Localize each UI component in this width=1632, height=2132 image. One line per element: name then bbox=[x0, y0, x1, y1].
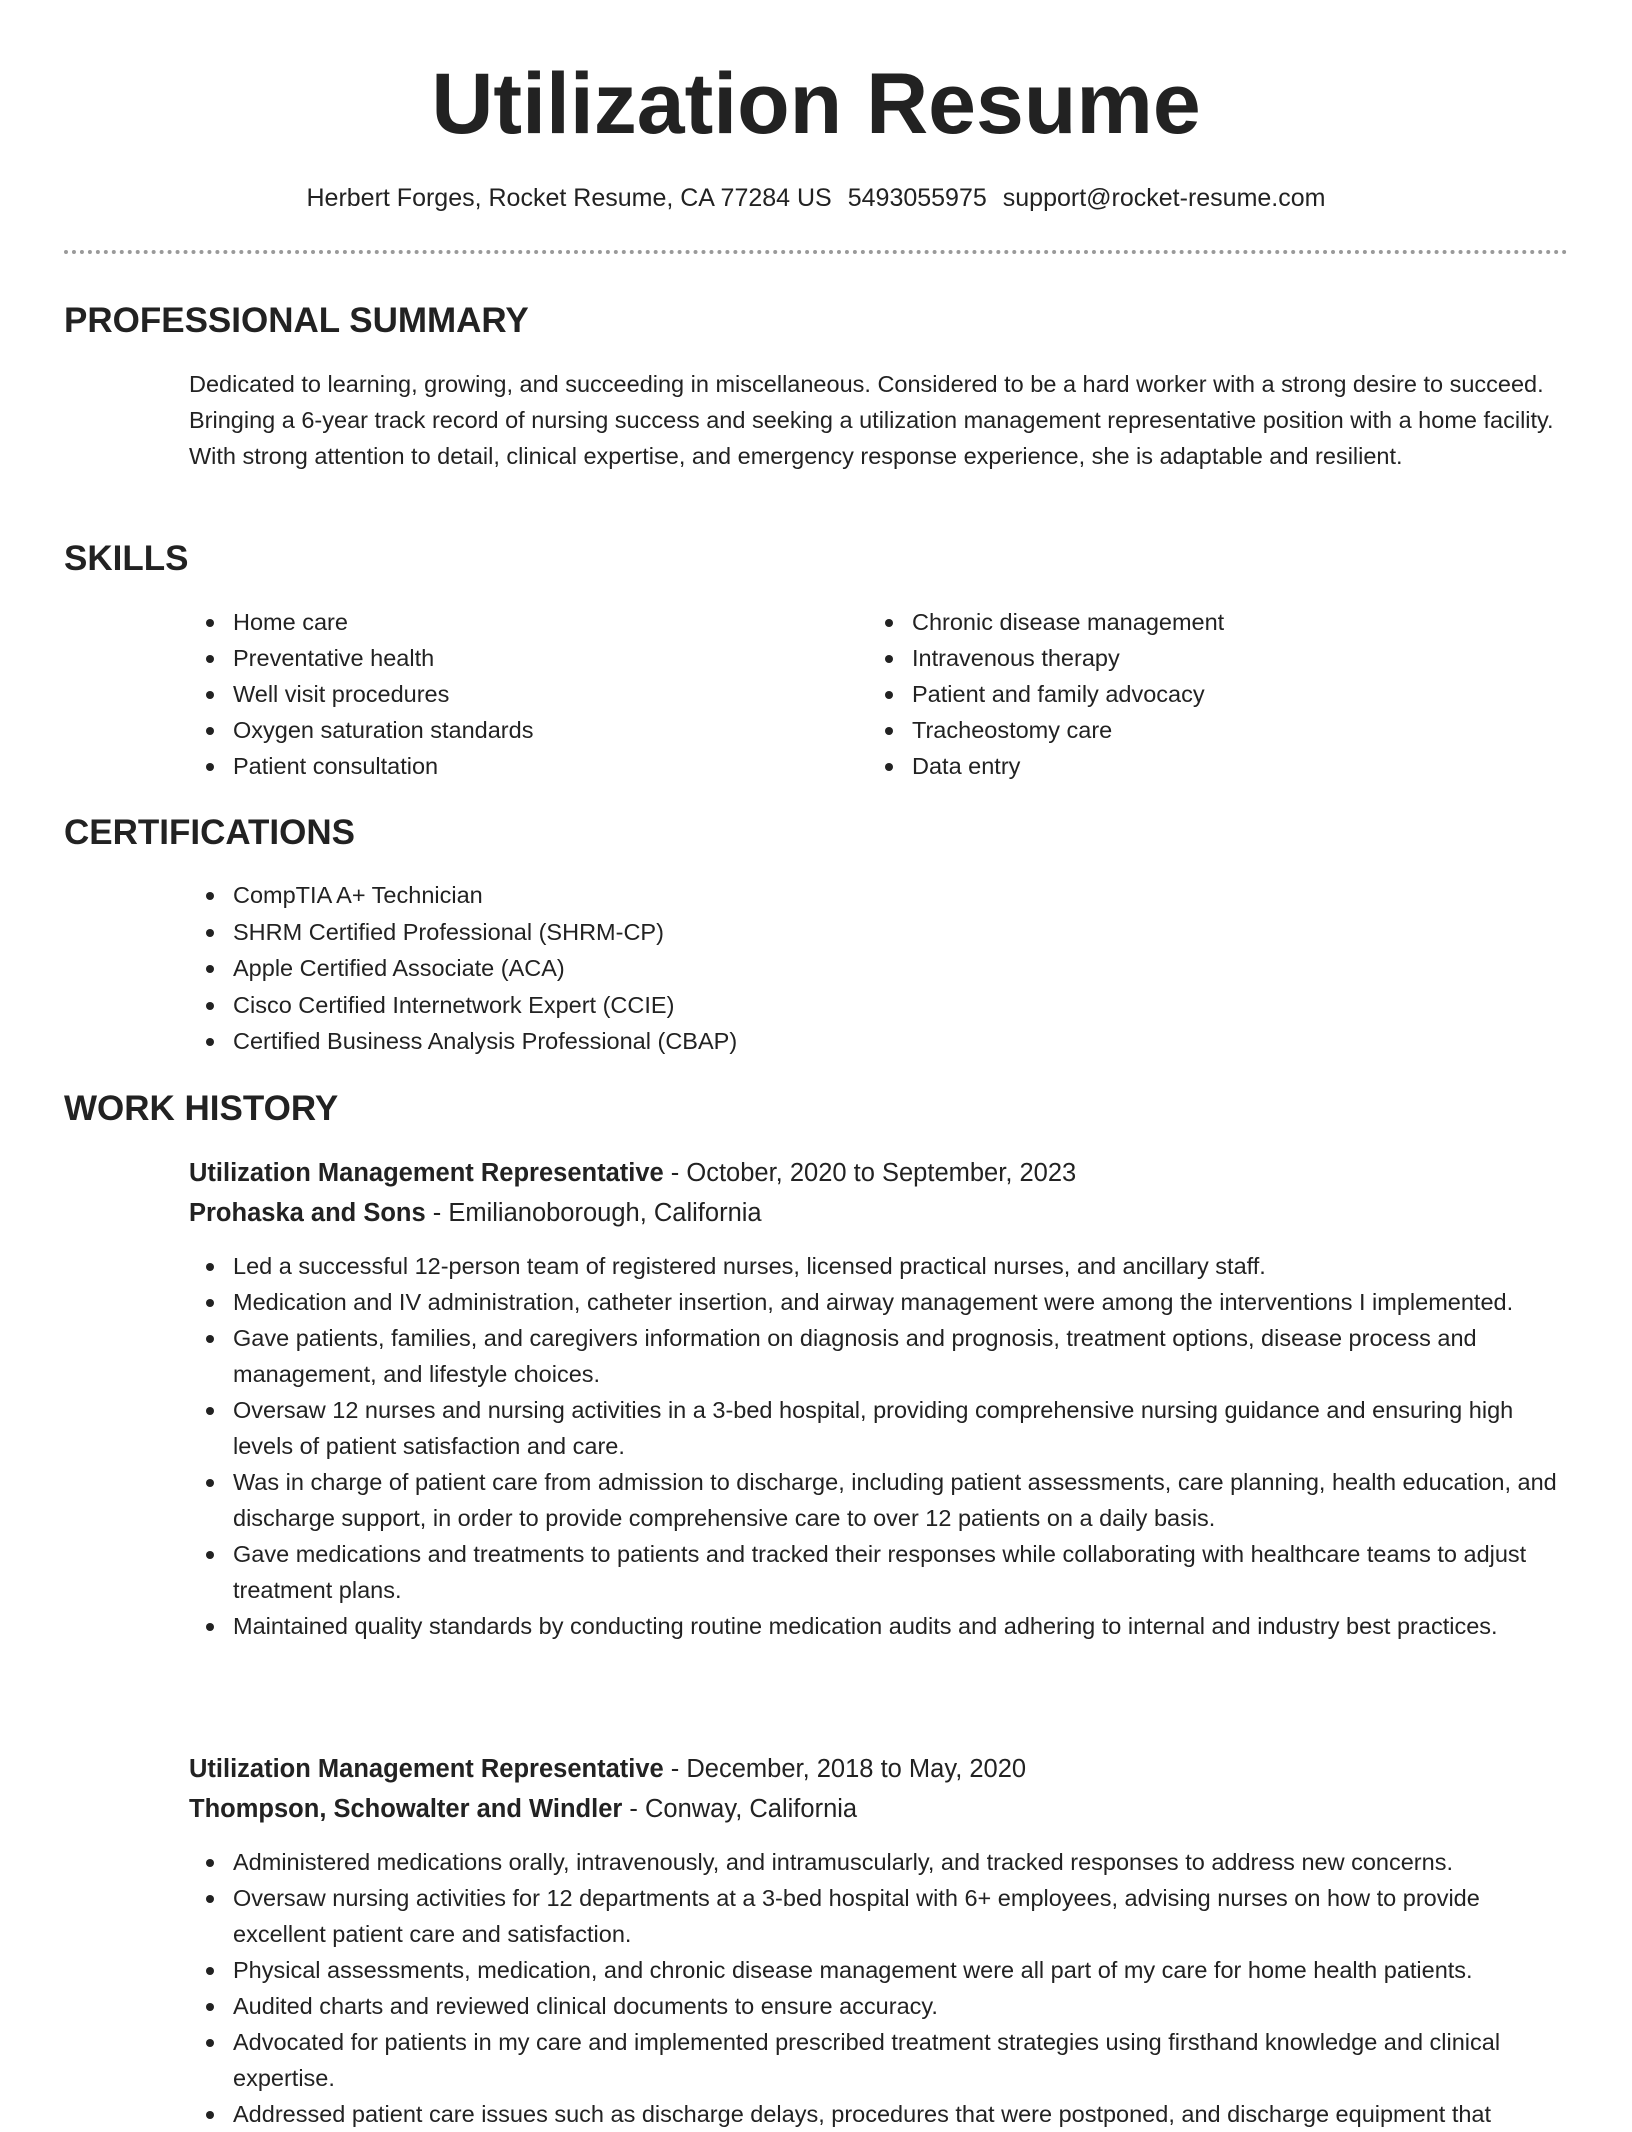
job-dates: - December, 2018 to May, 2020 bbox=[663, 1755, 1027, 1783]
job-title: Utilization Management Representative bbox=[189, 1159, 664, 1187]
list-item: Patient and family advocacy bbox=[868, 676, 1508, 712]
contact-address: Herbert Forges, Rocket Resume, CA 77284 US bbox=[306, 184, 832, 212]
contact-line bbox=[0, 180, 1632, 216]
list-item: Oversaw nursing activities for 12 departments at a 3-bed hospital with 6+ employees, advising nurses on how to provide excellent patient care and satisfaction. bbox=[189, 1880, 1569, 1952]
list-item: Was in charge of patient care from admission to discharge, including patient assessments, care planning, health education, and discharge support, in order to provide comprehensive care to over 12 patients on a daily basis. bbox=[189, 1464, 1569, 1536]
skills-list-left bbox=[189, 604, 829, 784]
job-title-line bbox=[189, 1750, 1026, 1788]
list-item: SHRM Certified Professional (SHRM-CP) bbox=[189, 914, 1089, 951]
certifications-heading: CERTIFICATIONS bbox=[64, 813, 356, 852]
work-history-heading: WORK HISTORY bbox=[64, 1089, 339, 1128]
job-company-line bbox=[189, 1790, 857, 1828]
list-item: Intravenous therapy bbox=[868, 640, 1508, 676]
list-item: Tracheostomy care bbox=[868, 712, 1508, 748]
job-dates: - October, 2020 to September, 2023 bbox=[663, 1159, 1077, 1187]
resume-title: Utilization Resume bbox=[431, 56, 1201, 152]
job-location: - Emilianoborough, California bbox=[425, 1199, 762, 1227]
list-item: Audited charts and reviewed clinical documents to ensure accuracy. bbox=[189, 1988, 1569, 2024]
skills-list-right bbox=[868, 604, 1508, 784]
header-divider bbox=[64, 250, 1568, 254]
job-company-line bbox=[189, 1194, 762, 1232]
list-item: Advocated for patients in my care and implemented prescribed treatment strategies using firsthand knowledge and clinical expertise. bbox=[189, 2024, 1569, 2096]
summary-heading: PROFESSIONAL SUMMARY bbox=[64, 301, 529, 340]
list-item: Physical assessments, medication, and chronic disease management were all part of my care for home health patients. bbox=[189, 1952, 1569, 1988]
contact-email[interactable]: support@rocket-resume.com bbox=[1002, 184, 1326, 212]
job-company: Thompson, Schowalter and Windler bbox=[189, 1795, 623, 1823]
job-responsibilities-list bbox=[189, 1844, 1569, 2132]
certifications-list bbox=[189, 877, 1089, 1060]
list-item: Chronic disease management bbox=[868, 604, 1508, 640]
job-responsibilities-list bbox=[189, 1248, 1569, 1644]
list-item: Oversaw 12 nurses and nursing activities in a 3-bed hospital, providing comprehensive nursing guidance and ensuring high levels of patient satisfaction and care. bbox=[189, 1392, 1569, 1464]
list-item: Patient consultation bbox=[189, 748, 829, 784]
list-item: Gave medications and treatments to patients and tracked their responses while collaborating with healthcare teams to adjust treatment plans. bbox=[189, 1536, 1569, 1608]
skills-heading: SKILLS bbox=[64, 539, 189, 578]
list-item: Well visit procedures bbox=[189, 676, 829, 712]
job-title-line bbox=[189, 1154, 1076, 1192]
list-item: Administered medications orally, intravenously, and intramuscularly, and tracked responses to address new concerns. bbox=[189, 1844, 1569, 1880]
list-item: Home care bbox=[189, 604, 829, 640]
job-location: - Conway, California bbox=[622, 1795, 858, 1823]
list-item: Addressed patient care issues such as discharge delays, procedures that were postponed, and discharge equipment that bbox=[189, 2096, 1569, 2132]
list-item: Maintained quality standards by conducting routine medication audits and adhering to internal and industry best practices. bbox=[189, 1608, 1569, 1644]
list-item: Cisco Certified Internetwork Expert (CCIE) bbox=[189, 987, 1089, 1024]
contact-phone: 5493055975 bbox=[847, 184, 987, 212]
list-item: Certified Business Analysis Professional (CBAP) bbox=[189, 1023, 1089, 1060]
job-company: Prohaska and Sons bbox=[189, 1199, 426, 1227]
list-item: Preventative health bbox=[189, 640, 829, 676]
list-item: Apple Certified Associate (ACA) bbox=[189, 950, 1089, 987]
list-item: Medication and IV administration, catheter insertion, and airway management were among the interventions I implemented. bbox=[189, 1284, 1569, 1320]
list-item: Led a successful 12-person team of registered nurses, licensed practical nurses, and ancillary staff. bbox=[189, 1248, 1569, 1284]
list-item: Data entry bbox=[868, 748, 1508, 784]
list-item: Oxygen saturation standards bbox=[189, 712, 829, 748]
list-item: CompTIA A+ Technician bbox=[189, 877, 1089, 914]
summary-text: Dedicated to learning, growing, and succeeding in miscellaneous. Considered to be a hard worker with a strong desire to succeed. Bringing a 6-year track record of nursing success and seeking a utilization management representative position with a home facility. With strong attention to detail, clinical expertise, and emergency response experience, she is adaptable and resilient. bbox=[189, 371, 1554, 469]
job-title: Utilization Management Representative bbox=[189, 1755, 664, 1783]
list-item: Gave patients, families, and caregivers information on diagnosis and prognosis, treatment options, disease process and management, and lifestyle choices. bbox=[189, 1320, 1569, 1392]
